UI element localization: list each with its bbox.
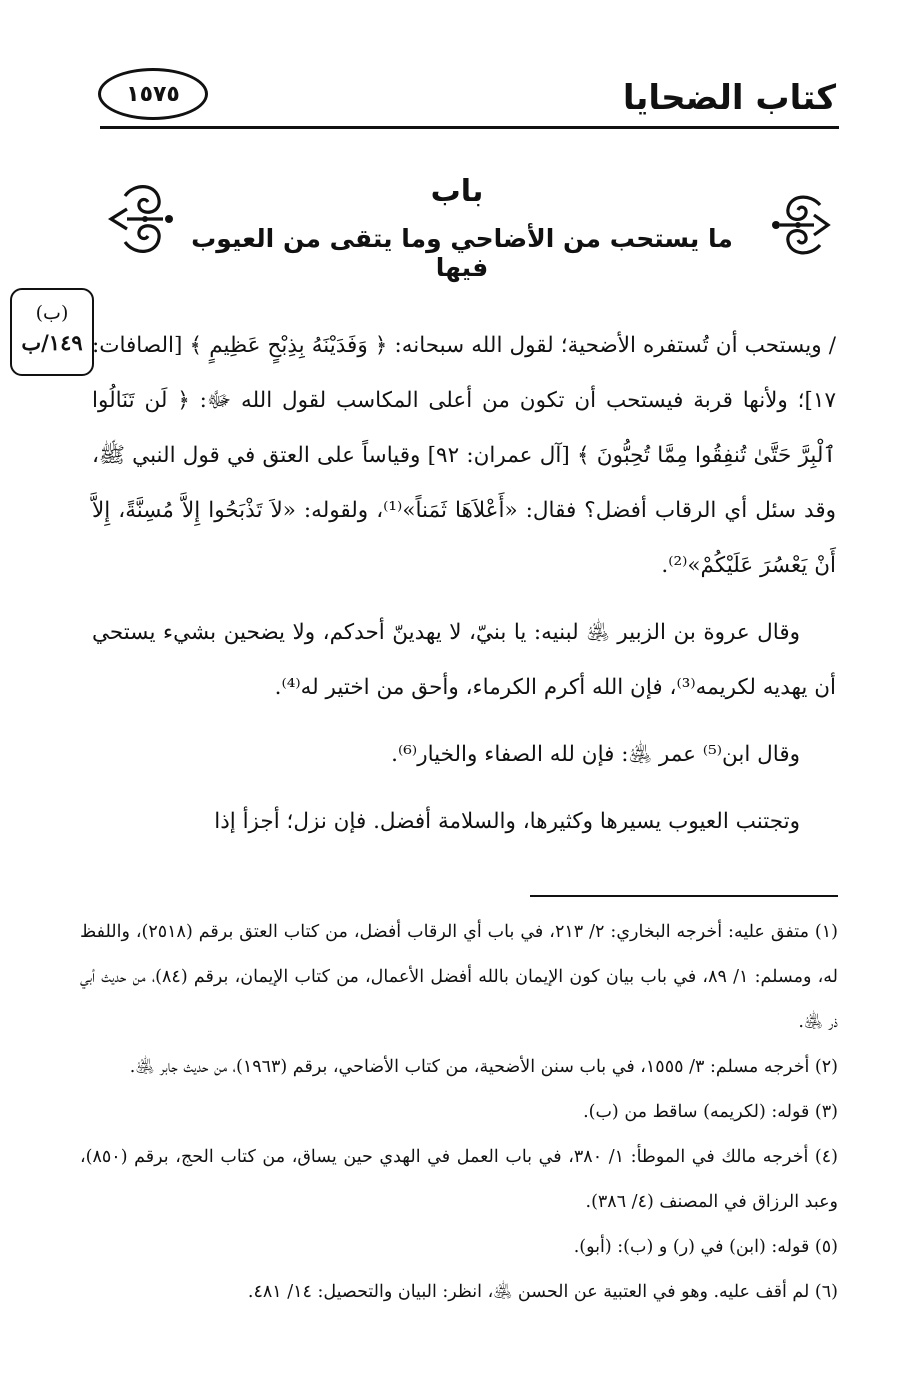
footnote: (٣) قوله: (لكريمه) ساقط من (ب). bbox=[583, 1102, 838, 1122]
paragraph: وتجتنب العيوب يسيرها وكثيرها، والسلامة أفضل. فإن نزل؛ أجزأ إذا bbox=[214, 809, 800, 834]
main-text bbox=[92, 318, 836, 861]
header-rule bbox=[100, 126, 839, 129]
running-title: كتاب الضحايا bbox=[622, 78, 836, 118]
page-number: ١٥٧٥ bbox=[98, 68, 208, 120]
paragraph: وقال ابن⁽⁵⁾ عمر ﵁: فإن لله الصفاء والخيار⁽⁶⁾. bbox=[391, 742, 800, 767]
footnote-separator bbox=[530, 895, 838, 897]
manuscript-siglum: (ب) bbox=[35, 302, 69, 324]
manuscript-folio-note bbox=[10, 288, 94, 376]
footnote: (٥) قوله: (ابن) في (ر) و (ب): (أبو). bbox=[573, 1237, 838, 1257]
folio-number: ١٤٩/ب bbox=[21, 330, 83, 355]
section-title: ما يستحب من الأضاحي وما يتقى من العيوب فيها bbox=[191, 224, 733, 282]
paragraph: / ويستحب أن تُستفره الأضحية؛ لقول الله سبحانه: ﴿ وَفَدَيْنَهُ بِذِبْحٍ عَظِيمٍ ﴾ [الصافات: ١٧]؛ ولأنها قربة فيستحب أن تكون من أعلى المكاسب لقول الله ﷻ: ﴿ لَن تَنَالُوا ٱلْبِرَّ حَتَّىٰ تُنفِقُوا مِمَّا تُحِبُّونَ ﴾ [آل عمران: ٩٢] وقياساً على العتق في قول النبي ﷺ، وقد سئل أي الرقاب أفضل؟ فقال: «أَعْلاَهَا ثَمَناً»⁽¹⁾، ولقوله: «لاَ تَذْبَحُوا إِلاَّ مُسِنَّةً، إِلاَّ أَنْ يَعْسُرَ عَلَيْكُمْ»⁽²⁾. bbox=[92, 333, 836, 578]
footnote: (١) متفق عليه: أخرجه البخاري: ٢/ ٢١٣، في باب أي الرقاب أفضل، من كتاب العتق برقم (٢٥١٨)، واللفظ له، ومسلم: ١/ ٨٩، في باب بيان كون الإيمان بالله أفضل الأعمال، من كتاب الإيمان، برقم (٨٤)، من حديث أبي ذر ﵁. bbox=[80, 922, 838, 1032]
footnote: (٢) أخرجه مسلم: ٣/ ١٥٥٥، في باب سنن الأضحية، من كتاب الأضاحي، برقم (١٩٦٣)، من حديث جابر ﵁. bbox=[129, 1057, 838, 1077]
paragraph: وقال عروة بن الزبير ﵁ لبنيه: يا بنيّ، لا يهدينّ أحدكم، ولا يضحين بشيء يستحي أن يهديه لكريمه⁽³⁾، فإن الله أكرم الكرماء، وأحق من اختير له⁽⁴⁾. bbox=[92, 620, 836, 700]
section-label: باب bbox=[430, 174, 484, 209]
footnotes bbox=[80, 910, 838, 1315]
footnote: (٤) أخرجه مالك في الموطأ: ١/ ٣٨٠، في باب العمل في الهدي حين يساق، من كتاب الحج، برقم (٨٥٠)، وعبد الرزاق في المصنف (٤/ ٣٨٦). bbox=[80, 1147, 838, 1212]
footnote: (٦) لم أقف عليه. وهو في العتبية عن الحسن ﵁، انظر: البيان والتحصيل: ١٤/ ٤٨١. bbox=[247, 1282, 838, 1302]
